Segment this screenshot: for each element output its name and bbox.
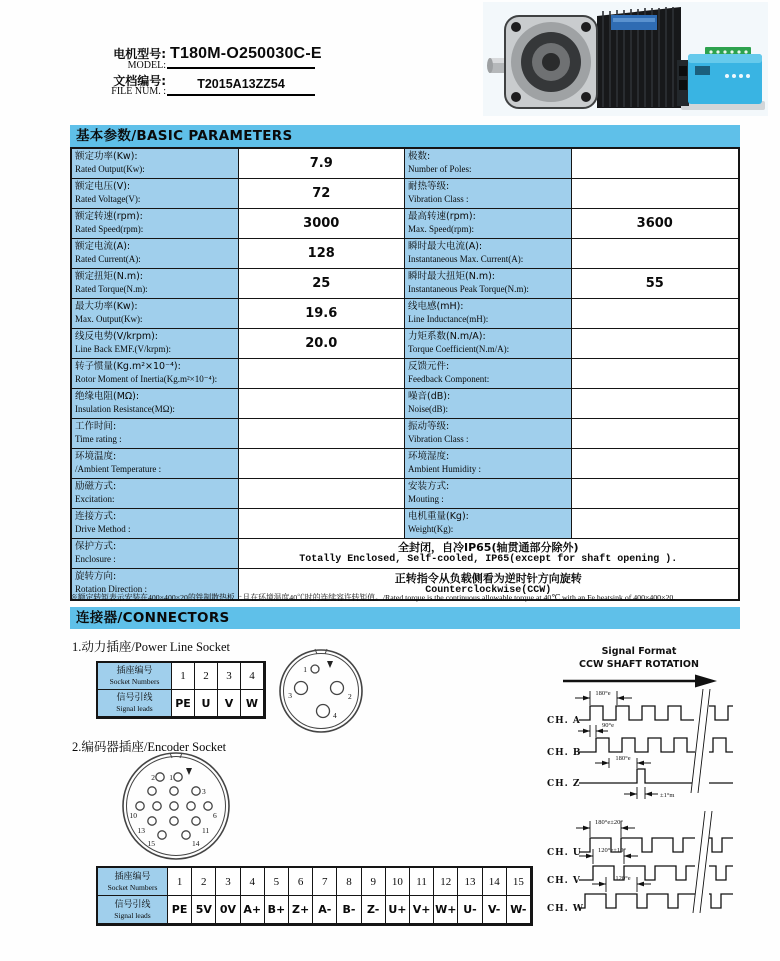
signal-lead-cell: V+ <box>410 896 434 924</box>
table-row <box>72 209 738 239</box>
table-row <box>72 329 738 359</box>
table-row <box>72 269 738 299</box>
signal-leads-label: 信号引线 Signal leads <box>98 896 168 924</box>
socket-number-cell: 13 <box>458 868 482 896</box>
param-label: 反馈元件: Feedback Component: <box>405 359 572 388</box>
param-value: 正转指令从负载侧看为逆时针方向旋转 Counterclockwise(CCW) <box>394 571 582 596</box>
rated-torque-footnote: ※额定转矩表示安装在400×400×20的铁制散热板上且在环境温度40℃时的连续容许转矩值。/Rated torque is the continuous allowable torque at 40℃ with an Fe heatsink of 400×400×20. <box>70 593 676 602</box>
rotation-arrow-head <box>695 675 717 688</box>
model-underline <box>167 67 315 69</box>
param-value: 3600 <box>636 216 673 231</box>
pin-label: 14 <box>192 839 200 848</box>
param-label: 转子惯量(Kg.m²×10⁻⁴): Rotor Moment of Inertia(Kg.m²×10⁻⁴): <box>72 359 239 388</box>
socket-number-cell: 4 <box>241 663 264 690</box>
param-label: 额定电流(A): Rated Current(A): <box>72 239 239 268</box>
param-value <box>572 389 739 418</box>
power-socket-diagram <box>278 648 364 734</box>
signal-lead-cell: 0V <box>216 896 240 924</box>
param-value <box>572 449 739 478</box>
socket-number-cell: 3 <box>216 868 240 896</box>
param-label: 电机重量(Kg): Weight(Kg): <box>405 509 572 538</box>
motor-icon <box>487 7 681 108</box>
pin-label: 11 <box>202 826 210 835</box>
param-label: 最高转速(rpm): Max. Speed(rpm): <box>405 209 572 238</box>
pin-label: 13 <box>137 826 145 835</box>
pin-label: 1 <box>303 665 307 674</box>
signal-lead-cell: Z+ <box>289 896 313 924</box>
param-label: 线反电势(V/krpm): Line Back EMF.(V/krpm): <box>72 329 239 358</box>
param-value: 全封闭，自冷IP65(轴贯通部分除外) Totally Enclosed, Self-cooled, IP65(except for shaft opening ). <box>299 541 678 565</box>
model-label-cn: 电机型号: <box>113 47 166 61</box>
signal-lead-cell: W <box>241 690 264 717</box>
channel-label: CH. A <box>547 716 581 726</box>
param-value <box>572 149 739 178</box>
param-label: 线电感(mH): Line Inductance(mH): <box>405 299 572 328</box>
signal-leads-label: 信号引线 Signal leads <box>98 690 172 717</box>
param-value <box>239 389 406 418</box>
param-value <box>572 419 739 448</box>
param-label: 旋转方向: Rotation Direction : <box>72 569 239 599</box>
dim-label: 180°e±20° <box>595 819 623 826</box>
waveform-b <box>579 738 733 752</box>
param-label: 最大功率(Kw): Max. Output(Kw): <box>72 299 239 328</box>
signal-lead-cell: A- <box>313 896 337 924</box>
param-label: 噪音(dB): Noise(dB): <box>405 389 572 418</box>
dim-label: 180°e <box>595 690 611 697</box>
key-arrow-icon <box>327 661 333 668</box>
param-label: 励磁方式: Excitation: <box>72 479 239 508</box>
param-value <box>572 479 739 508</box>
param-label: 瞬时最大电流(A): Instantaneous Max. Current(A): <box>405 239 572 268</box>
param-value <box>239 419 406 448</box>
basic-parameters-table <box>70 147 740 601</box>
table-row <box>72 509 738 539</box>
table-row <box>72 149 738 179</box>
signal-lead-cell: PE <box>168 896 192 924</box>
section-header-connectors: 连接器/CONNECTORS <box>70 607 740 629</box>
socket-number-cell: 10 <box>386 868 410 896</box>
socket-number-cell: 4 <box>241 868 265 896</box>
socket-number-cell: 2 <box>192 868 216 896</box>
table-row <box>72 239 738 269</box>
file-label-en: FILE NUM. : <box>111 86 166 97</box>
table-row-enclosure <box>72 539 738 569</box>
socket-numbers-label: 插座编号 Socket Numbers <box>98 663 172 690</box>
param-label: 绝缘电阻(MΩ): Insulation Resistance(MΩ): <box>72 389 239 418</box>
param-value: 19.6 <box>239 299 406 328</box>
file-underline <box>167 94 315 96</box>
param-label: 保护方式: Enclosure : <box>72 539 239 568</box>
param-value: 72 <box>239 179 406 208</box>
param-value: 7.9 <box>239 149 406 178</box>
pin-label: 4 <box>333 711 337 720</box>
pin-label: 3 <box>288 691 292 700</box>
controller-icon <box>677 47 765 110</box>
param-label: 连接方式: Drive Method : <box>72 509 239 538</box>
param-value <box>239 449 406 478</box>
param-label: 额定扭矩(N.m): Rated Torque(N.m): <box>72 269 239 298</box>
param-value <box>572 329 739 358</box>
param-value <box>572 299 739 328</box>
encoder-socket-diagram <box>112 752 240 864</box>
table-row <box>72 179 738 209</box>
section-header-basic-parameters: 基本参数/BASIC PARAMETERS <box>70 125 740 147</box>
channel-label: CH. B <box>547 748 582 758</box>
pin-label: 6 <box>213 811 217 820</box>
signal-lead-cell: Z- <box>362 896 386 924</box>
signal-title: Signal Format <box>601 646 677 657</box>
break-mask <box>693 811 712 913</box>
signal-lead-cell: U <box>195 690 218 717</box>
pin-label: 15 <box>147 839 155 848</box>
signal-lead-cell: U+ <box>386 896 410 924</box>
model-value: T180M-O250030C-E <box>170 45 322 62</box>
socket-number-cell: 11 <box>410 868 434 896</box>
param-label: 环境温度: /Ambient Temperature : <box>72 449 239 478</box>
power-socket-table <box>96 661 266 719</box>
param-label: 力矩系数(N.m/A): Torque Coefficient(N.m/A): <box>405 329 572 358</box>
table-row <box>72 419 738 449</box>
param-value <box>572 239 739 268</box>
socket-number-cell: 14 <box>483 868 507 896</box>
channel-label: CH. W <box>547 904 585 914</box>
model-label-en: MODEL: <box>127 60 166 71</box>
param-value: 3000 <box>239 209 406 238</box>
product-photo <box>483 2 768 116</box>
signal-lead-cell: W+ <box>434 896 458 924</box>
socket-number-cell: 8 <box>337 868 361 896</box>
pin-label: 1 <box>169 773 173 782</box>
socket-number-cell: 7 <box>313 868 337 896</box>
signal-subtitle: CCW SHAFT ROTATION <box>579 659 699 670</box>
param-value: 128 <box>239 239 406 268</box>
dim-label: 90°e <box>602 722 614 729</box>
socket-number-cell: 9 <box>362 868 386 896</box>
dim-label: 120°e±10° <box>598 847 626 854</box>
encoder-socket-table <box>96 866 533 926</box>
socket-number-cell: 12 <box>434 868 458 896</box>
param-label: 额定电压(V): Rated Voltage(V): <box>72 179 239 208</box>
dim-label: ±1°m <box>660 792 675 799</box>
socket-numbers-label: 插座编号 Socket Numbers <box>98 868 168 896</box>
pin-label: 2 <box>151 773 155 782</box>
waveform-a <box>579 706 733 720</box>
key-arrow-icon <box>186 768 192 775</box>
param-value <box>239 509 406 538</box>
table-row <box>72 449 738 479</box>
channel-label: CH. U <box>547 848 582 858</box>
param-label: 瞬时最大扭矩(N.m): Instantaneous Peak Torque(N.m): <box>405 269 572 298</box>
signal-lead-cell: 5V <box>192 896 216 924</box>
param-value <box>239 479 406 508</box>
table-row <box>72 299 738 329</box>
param-value <box>572 509 739 538</box>
pin-label: 3 <box>202 787 206 796</box>
power-socket-title: 1.动力插座/Power Line Socket <box>72 640 230 654</box>
signal-lead-cell: A+ <box>241 896 265 924</box>
waveform-z <box>579 769 733 783</box>
pin-label: 2 <box>348 692 352 701</box>
table-row <box>72 479 738 509</box>
break-mask <box>691 689 710 793</box>
socket-number-cell: 2 <box>195 663 218 690</box>
signal-lead-cell: W- <box>507 896 531 924</box>
param-label: 极数: Number of Poles: <box>405 149 572 178</box>
waveform-v <box>579 866 733 880</box>
encoder-socket-title: 2.编码器插座/Encoder Socket <box>72 740 227 754</box>
param-label: 安装方式: Mouting : <box>405 479 572 508</box>
channel-label: CH. V <box>547 876 581 886</box>
param-label: 额定功率(Kw): Rated Output(Kw): <box>72 149 239 178</box>
signal-lead-cell: V <box>218 690 241 717</box>
param-value: 20.0 <box>239 329 406 358</box>
signal-lead-cell: B+ <box>265 896 289 924</box>
socket-number-cell: 5 <box>265 868 289 896</box>
param-label: 工作时间: Time rating : <box>72 419 239 448</box>
socket-number-cell: 15 <box>507 868 531 896</box>
dim-label: 180°e <box>615 755 631 762</box>
pin-label: 10 <box>129 811 137 820</box>
table-row <box>72 359 738 389</box>
file-number-value: T2015A13ZZ54 <box>197 77 285 91</box>
file-label-cn: 文档编号: <box>113 74 166 88</box>
socket-number-cell: 1 <box>172 663 195 690</box>
param-value <box>572 359 739 388</box>
socket-number-cell: 3 <box>218 663 241 690</box>
param-value: 55 <box>645 276 664 291</box>
signal-format-diagram <box>545 641 773 933</box>
param-label: 振动等级: Vibration Class : <box>405 419 572 448</box>
param-value <box>239 359 406 388</box>
channel-label: CH. Z <box>547 779 581 789</box>
dim-label: 120°e <box>615 875 631 882</box>
socket-number-cell: 6 <box>289 868 313 896</box>
waveform-w <box>579 894 733 908</box>
signal-lead-cell: V- <box>483 896 507 924</box>
socket-number-cell: 1 <box>168 868 192 896</box>
param-value <box>572 179 739 208</box>
signal-lead-cell: U- <box>458 896 482 924</box>
table-row <box>72 389 738 419</box>
param-label: 耐热等级: Vibration Class : <box>405 179 572 208</box>
param-value: 25 <box>239 269 406 298</box>
param-label: 额定转速(rpm): Rated Speed(rpm): <box>72 209 239 238</box>
signal-lead-cell: B- <box>337 896 361 924</box>
param-label: 环境湿度: Ambient Humidity : <box>405 449 572 478</box>
signal-lead-cell: PE <box>172 690 195 717</box>
